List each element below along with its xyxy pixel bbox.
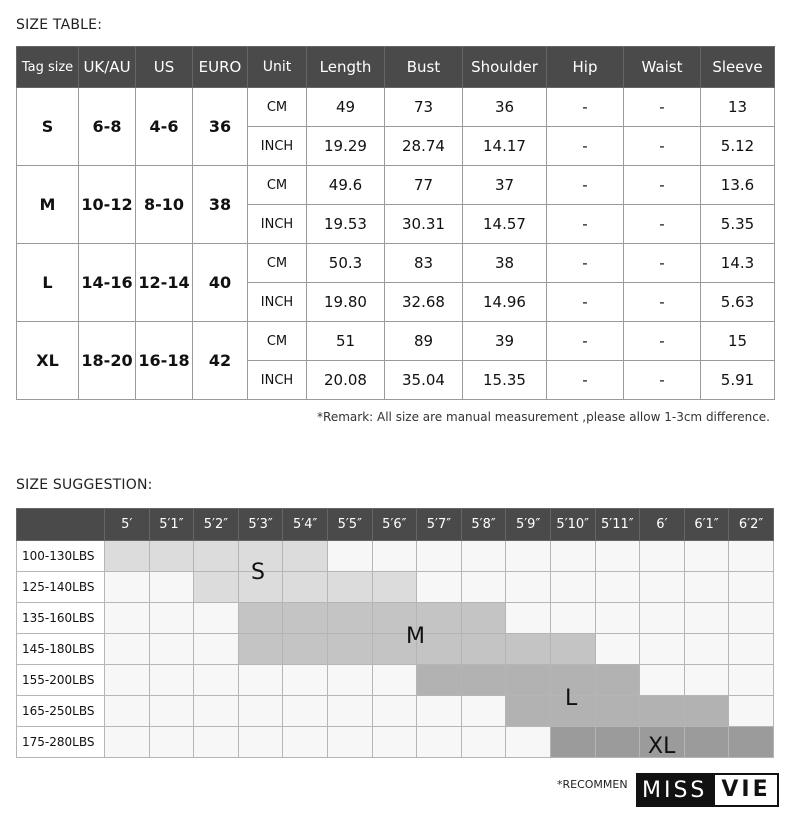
unit-cell: INCH xyxy=(248,205,307,244)
header-unit: Unit xyxy=(248,47,307,88)
grid-cell-empty xyxy=(105,603,150,634)
grid-cell-empty xyxy=(149,727,194,758)
grid-cell-m xyxy=(327,634,372,665)
grid-cell-empty xyxy=(550,603,595,634)
grid-cell-empty xyxy=(194,665,239,696)
grid-cell-m xyxy=(283,603,328,634)
euro-cell: 42 xyxy=(193,322,248,400)
bust-cell: 35.04 xyxy=(385,361,463,400)
height-header: 5′6″ xyxy=(372,509,417,541)
grid-cell-empty xyxy=(417,696,462,727)
header-hip: Hip xyxy=(547,47,624,88)
size-region-label-m: M xyxy=(406,624,425,649)
grid-cell-empty xyxy=(105,634,150,665)
grid-cell-empty xyxy=(550,572,595,603)
grid-cell-empty xyxy=(417,541,462,572)
grid-cell-l xyxy=(595,696,640,727)
shoulder-cell: 37 xyxy=(463,166,547,205)
remark-text: *Remark: All size are manual measurement ,please allow 1-3cm difference. xyxy=(317,410,770,424)
size-row-l-cm xyxy=(17,244,775,283)
grid-cell-m xyxy=(283,634,328,665)
hip-cell: - xyxy=(547,322,624,361)
waist-cell: - xyxy=(624,283,701,322)
uk-cell: 6-8 xyxy=(79,88,136,166)
shoulder-cell: 15.35 xyxy=(463,361,547,400)
grid-cell-empty xyxy=(283,696,328,727)
shoulder-cell: 36 xyxy=(463,88,547,127)
grid-cell-m xyxy=(550,634,595,665)
grid-cell-l xyxy=(506,696,551,727)
grid-cell-l xyxy=(506,665,551,696)
grid-cell-s xyxy=(194,541,239,572)
bust-cell: 77 xyxy=(385,166,463,205)
height-header: 5′1″ xyxy=(149,509,194,541)
grid-cell-xl xyxy=(684,727,729,758)
grid-cell-empty xyxy=(461,696,506,727)
grid-cell-s xyxy=(149,541,194,572)
shoulder-cell: 14.17 xyxy=(463,127,547,166)
grid-cell-m xyxy=(461,603,506,634)
weight-row xyxy=(17,665,774,696)
length-cell: 50.3 xyxy=(307,244,385,283)
size-table-title: SIZE TABLE: xyxy=(16,17,103,33)
length-cell: 49 xyxy=(307,88,385,127)
weight-row xyxy=(17,603,774,634)
grid-cell-empty xyxy=(149,603,194,634)
grid-cell-empty xyxy=(550,541,595,572)
bust-cell: 73 xyxy=(385,88,463,127)
bust-cell: 89 xyxy=(385,322,463,361)
us-cell: 12-14 xyxy=(136,244,193,322)
header-length: Length xyxy=(307,47,385,88)
hip-cell: - xyxy=(547,127,624,166)
grid-cell-s xyxy=(372,572,417,603)
brand-logo-part2: VIE xyxy=(713,773,778,807)
shoulder-cell: 39 xyxy=(463,322,547,361)
weight-label: 165-250LBS xyxy=(17,696,105,727)
weight-row xyxy=(17,572,774,603)
grid-cell-empty xyxy=(149,572,194,603)
header-sleeve: Sleeve xyxy=(701,47,775,88)
brand-logo xyxy=(636,773,779,807)
grid-cell-empty xyxy=(729,665,774,696)
size-row-m-cm xyxy=(17,166,775,205)
grid-cell-empty xyxy=(506,572,551,603)
height-header: 5′7″ xyxy=(417,509,462,541)
grid-cell-empty xyxy=(372,727,417,758)
size-table xyxy=(16,46,775,400)
weight-label: 125-140LBS xyxy=(17,572,105,603)
size-region-label-l: L xyxy=(565,686,578,711)
grid-cell-l xyxy=(684,696,729,727)
grid-cell-l xyxy=(640,696,685,727)
height-header: 5′ xyxy=(105,509,150,541)
grid-cell-empty xyxy=(417,727,462,758)
grid-cell-empty xyxy=(461,572,506,603)
grid-cell-empty xyxy=(640,665,685,696)
height-header-row xyxy=(17,509,774,541)
tag-cell: S xyxy=(17,88,79,166)
grid-cell-empty xyxy=(372,541,417,572)
grid-cell-empty xyxy=(684,572,729,603)
waist-cell: - xyxy=(624,361,701,400)
us-cell: 4-6 xyxy=(136,88,193,166)
uk-cell: 18-20 xyxy=(79,322,136,400)
grid-cell-m xyxy=(238,603,283,634)
header-bust: Bust xyxy=(385,47,463,88)
grid-cell-s xyxy=(105,541,150,572)
height-header: 5′4″ xyxy=(283,509,328,541)
grid-cell-empty xyxy=(105,696,150,727)
sleeve-cell: 5.91 xyxy=(701,361,775,400)
size-suggestion-grid xyxy=(16,508,774,758)
grid-cell-empty xyxy=(729,603,774,634)
hip-cell: - xyxy=(547,88,624,127)
header-uk-au: UK/AU xyxy=(79,47,136,88)
unit-cell: INCH xyxy=(248,283,307,322)
height-header: 5′9″ xyxy=(506,509,551,541)
grid-cell-empty xyxy=(729,634,774,665)
unit-cell: CM xyxy=(248,322,307,361)
grid-cell-empty xyxy=(283,727,328,758)
unit-cell: INCH xyxy=(248,361,307,400)
grid-cell-empty xyxy=(595,541,640,572)
grid-cell-empty xyxy=(105,727,150,758)
brand-logo-part1: MISS xyxy=(636,773,713,807)
hip-cell: - xyxy=(547,166,624,205)
grid-cell-s xyxy=(327,572,372,603)
unit-cell: CM xyxy=(248,166,307,205)
grid-cell-s xyxy=(194,572,239,603)
length-cell: 51 xyxy=(307,322,385,361)
hip-cell: - xyxy=(547,283,624,322)
waist-cell: - xyxy=(624,166,701,205)
height-header: 5′11″ xyxy=(595,509,640,541)
weight-label: 175-280LBS xyxy=(17,727,105,758)
height-header: 5′10″ xyxy=(550,509,595,541)
unit-cell: INCH xyxy=(248,127,307,166)
shoulder-cell: 14.96 xyxy=(463,283,547,322)
sleeve-cell: 5.35 xyxy=(701,205,775,244)
grid-cell-empty xyxy=(640,634,685,665)
bust-cell: 30.31 xyxy=(385,205,463,244)
grid-cell-empty xyxy=(372,696,417,727)
uk-cell: 10-12 xyxy=(79,166,136,244)
grid-cell-empty xyxy=(283,665,328,696)
length-cell: 49.6 xyxy=(307,166,385,205)
weight-label: 145-180LBS xyxy=(17,634,105,665)
length-cell: 20.08 xyxy=(307,361,385,400)
hip-cell: - xyxy=(547,361,624,400)
us-cell: 16-18 xyxy=(136,322,193,400)
grid-cell-empty xyxy=(595,572,640,603)
euro-cell: 40 xyxy=(193,244,248,322)
grid-cell-empty xyxy=(149,696,194,727)
grid-cell-empty xyxy=(194,603,239,634)
grid-cell-m xyxy=(238,634,283,665)
size-row-xl-cm xyxy=(17,322,775,361)
waist-cell: - xyxy=(624,244,701,283)
euro-cell: 38 xyxy=(193,166,248,244)
grid-cell-empty xyxy=(194,634,239,665)
waist-cell: - xyxy=(624,322,701,361)
grid-cell-empty xyxy=(684,634,729,665)
grid-corner xyxy=(17,509,105,541)
grid-cell-empty xyxy=(506,727,551,758)
height-header: 5′8″ xyxy=(461,509,506,541)
unit-cell: CM xyxy=(248,88,307,127)
height-header: 5′5″ xyxy=(327,509,372,541)
grid-cell-xl xyxy=(595,727,640,758)
grid-cell-empty xyxy=(506,541,551,572)
grid-cell-empty xyxy=(327,541,372,572)
sleeve-cell: 13.6 xyxy=(701,166,775,205)
length-cell: 19.53 xyxy=(307,205,385,244)
grid-cell-empty xyxy=(238,696,283,727)
weight-label: 135-160LBS xyxy=(17,603,105,634)
grid-cell-empty xyxy=(105,665,150,696)
size-region-label-s: S xyxy=(251,560,265,585)
grid-cell-empty xyxy=(149,634,194,665)
sleeve-cell: 5.12 xyxy=(701,127,775,166)
height-header: 6′ xyxy=(640,509,685,541)
waist-cell: - xyxy=(624,205,701,244)
height-header: 6′2″ xyxy=(729,509,774,541)
grid-cell-empty xyxy=(684,603,729,634)
height-header: 5′2″ xyxy=(194,509,239,541)
grid-cell-empty xyxy=(506,603,551,634)
weight-label: 155-200LBS xyxy=(17,665,105,696)
grid-cell-empty xyxy=(327,727,372,758)
weight-row xyxy=(17,696,774,727)
height-header: 6′1″ xyxy=(684,509,729,541)
grid-cell-s xyxy=(283,572,328,603)
grid-cell-l xyxy=(461,665,506,696)
sleeve-cell: 15 xyxy=(701,322,775,361)
unit-cell: CM xyxy=(248,244,307,283)
grid-cell-empty xyxy=(327,696,372,727)
grid-cell-m xyxy=(506,634,551,665)
sleeve-cell: 14.3 xyxy=(701,244,775,283)
grid-cell-empty xyxy=(640,603,685,634)
grid-cell-empty xyxy=(105,572,150,603)
header-tag-size: Tag size xyxy=(17,47,79,88)
grid-cell-empty xyxy=(194,727,239,758)
weight-row xyxy=(17,541,774,572)
grid-cell-empty xyxy=(640,572,685,603)
shoulder-cell: 38 xyxy=(463,244,547,283)
grid-cell-xl xyxy=(550,727,595,758)
weight-row xyxy=(17,634,774,665)
shoulder-cell: 14.57 xyxy=(463,205,547,244)
header-waist: Waist xyxy=(624,47,701,88)
grid-cell-empty xyxy=(595,603,640,634)
grid-cell-empty xyxy=(729,696,774,727)
sleeve-cell: 13 xyxy=(701,88,775,127)
grid-cell-empty xyxy=(640,541,685,572)
grid-cell-xl xyxy=(729,727,774,758)
grid-cell-empty xyxy=(595,634,640,665)
us-cell: 8-10 xyxy=(136,166,193,244)
length-cell: 19.29 xyxy=(307,127,385,166)
grid-cell-empty xyxy=(327,665,372,696)
grid-cell-m xyxy=(327,603,372,634)
grid-cell-empty xyxy=(149,665,194,696)
uk-cell: 14-16 xyxy=(79,244,136,322)
weight-label: 100-130LBS xyxy=(17,541,105,572)
grid-cell-empty xyxy=(194,696,239,727)
grid-cell-empty xyxy=(238,665,283,696)
header-euro: EURO xyxy=(193,47,248,88)
tag-cell: XL xyxy=(17,322,79,400)
grid-cell-empty xyxy=(238,727,283,758)
grid-cell-empty xyxy=(684,541,729,572)
size-row-s-cm xyxy=(17,88,775,127)
header-us: US xyxy=(136,47,193,88)
grid-cell-empty xyxy=(729,572,774,603)
euro-cell: 36 xyxy=(193,88,248,166)
grid-cell-empty xyxy=(461,541,506,572)
grid-cell-empty xyxy=(372,665,417,696)
bust-cell: 28.74 xyxy=(385,127,463,166)
grid-cell-empty xyxy=(417,572,462,603)
recommend-text: *RECOMMEN xyxy=(557,778,628,791)
hip-cell: - xyxy=(547,205,624,244)
height-header: 5′3″ xyxy=(238,509,283,541)
grid-cell-l xyxy=(417,665,462,696)
grid-cell-l xyxy=(595,665,640,696)
hip-cell: - xyxy=(547,244,624,283)
length-cell: 19.80 xyxy=(307,283,385,322)
tag-cell: M xyxy=(17,166,79,244)
grid-cell-empty xyxy=(461,727,506,758)
size-table-header xyxy=(17,47,775,88)
bust-cell: 32.68 xyxy=(385,283,463,322)
grid-cell-s xyxy=(283,541,328,572)
grid-cell-m xyxy=(461,634,506,665)
grid-cell-empty xyxy=(684,665,729,696)
grid-cell-empty xyxy=(729,541,774,572)
size-region-label-xl: XL xyxy=(648,734,676,759)
waist-cell: - xyxy=(624,127,701,166)
size-suggestion-title: SIZE SUGGESTION: xyxy=(16,477,153,493)
bust-cell: 83 xyxy=(385,244,463,283)
sleeve-cell: 5.63 xyxy=(701,283,775,322)
header-shoulder: Shoulder xyxy=(463,47,547,88)
waist-cell: - xyxy=(624,88,701,127)
tag-cell: L xyxy=(17,244,79,322)
